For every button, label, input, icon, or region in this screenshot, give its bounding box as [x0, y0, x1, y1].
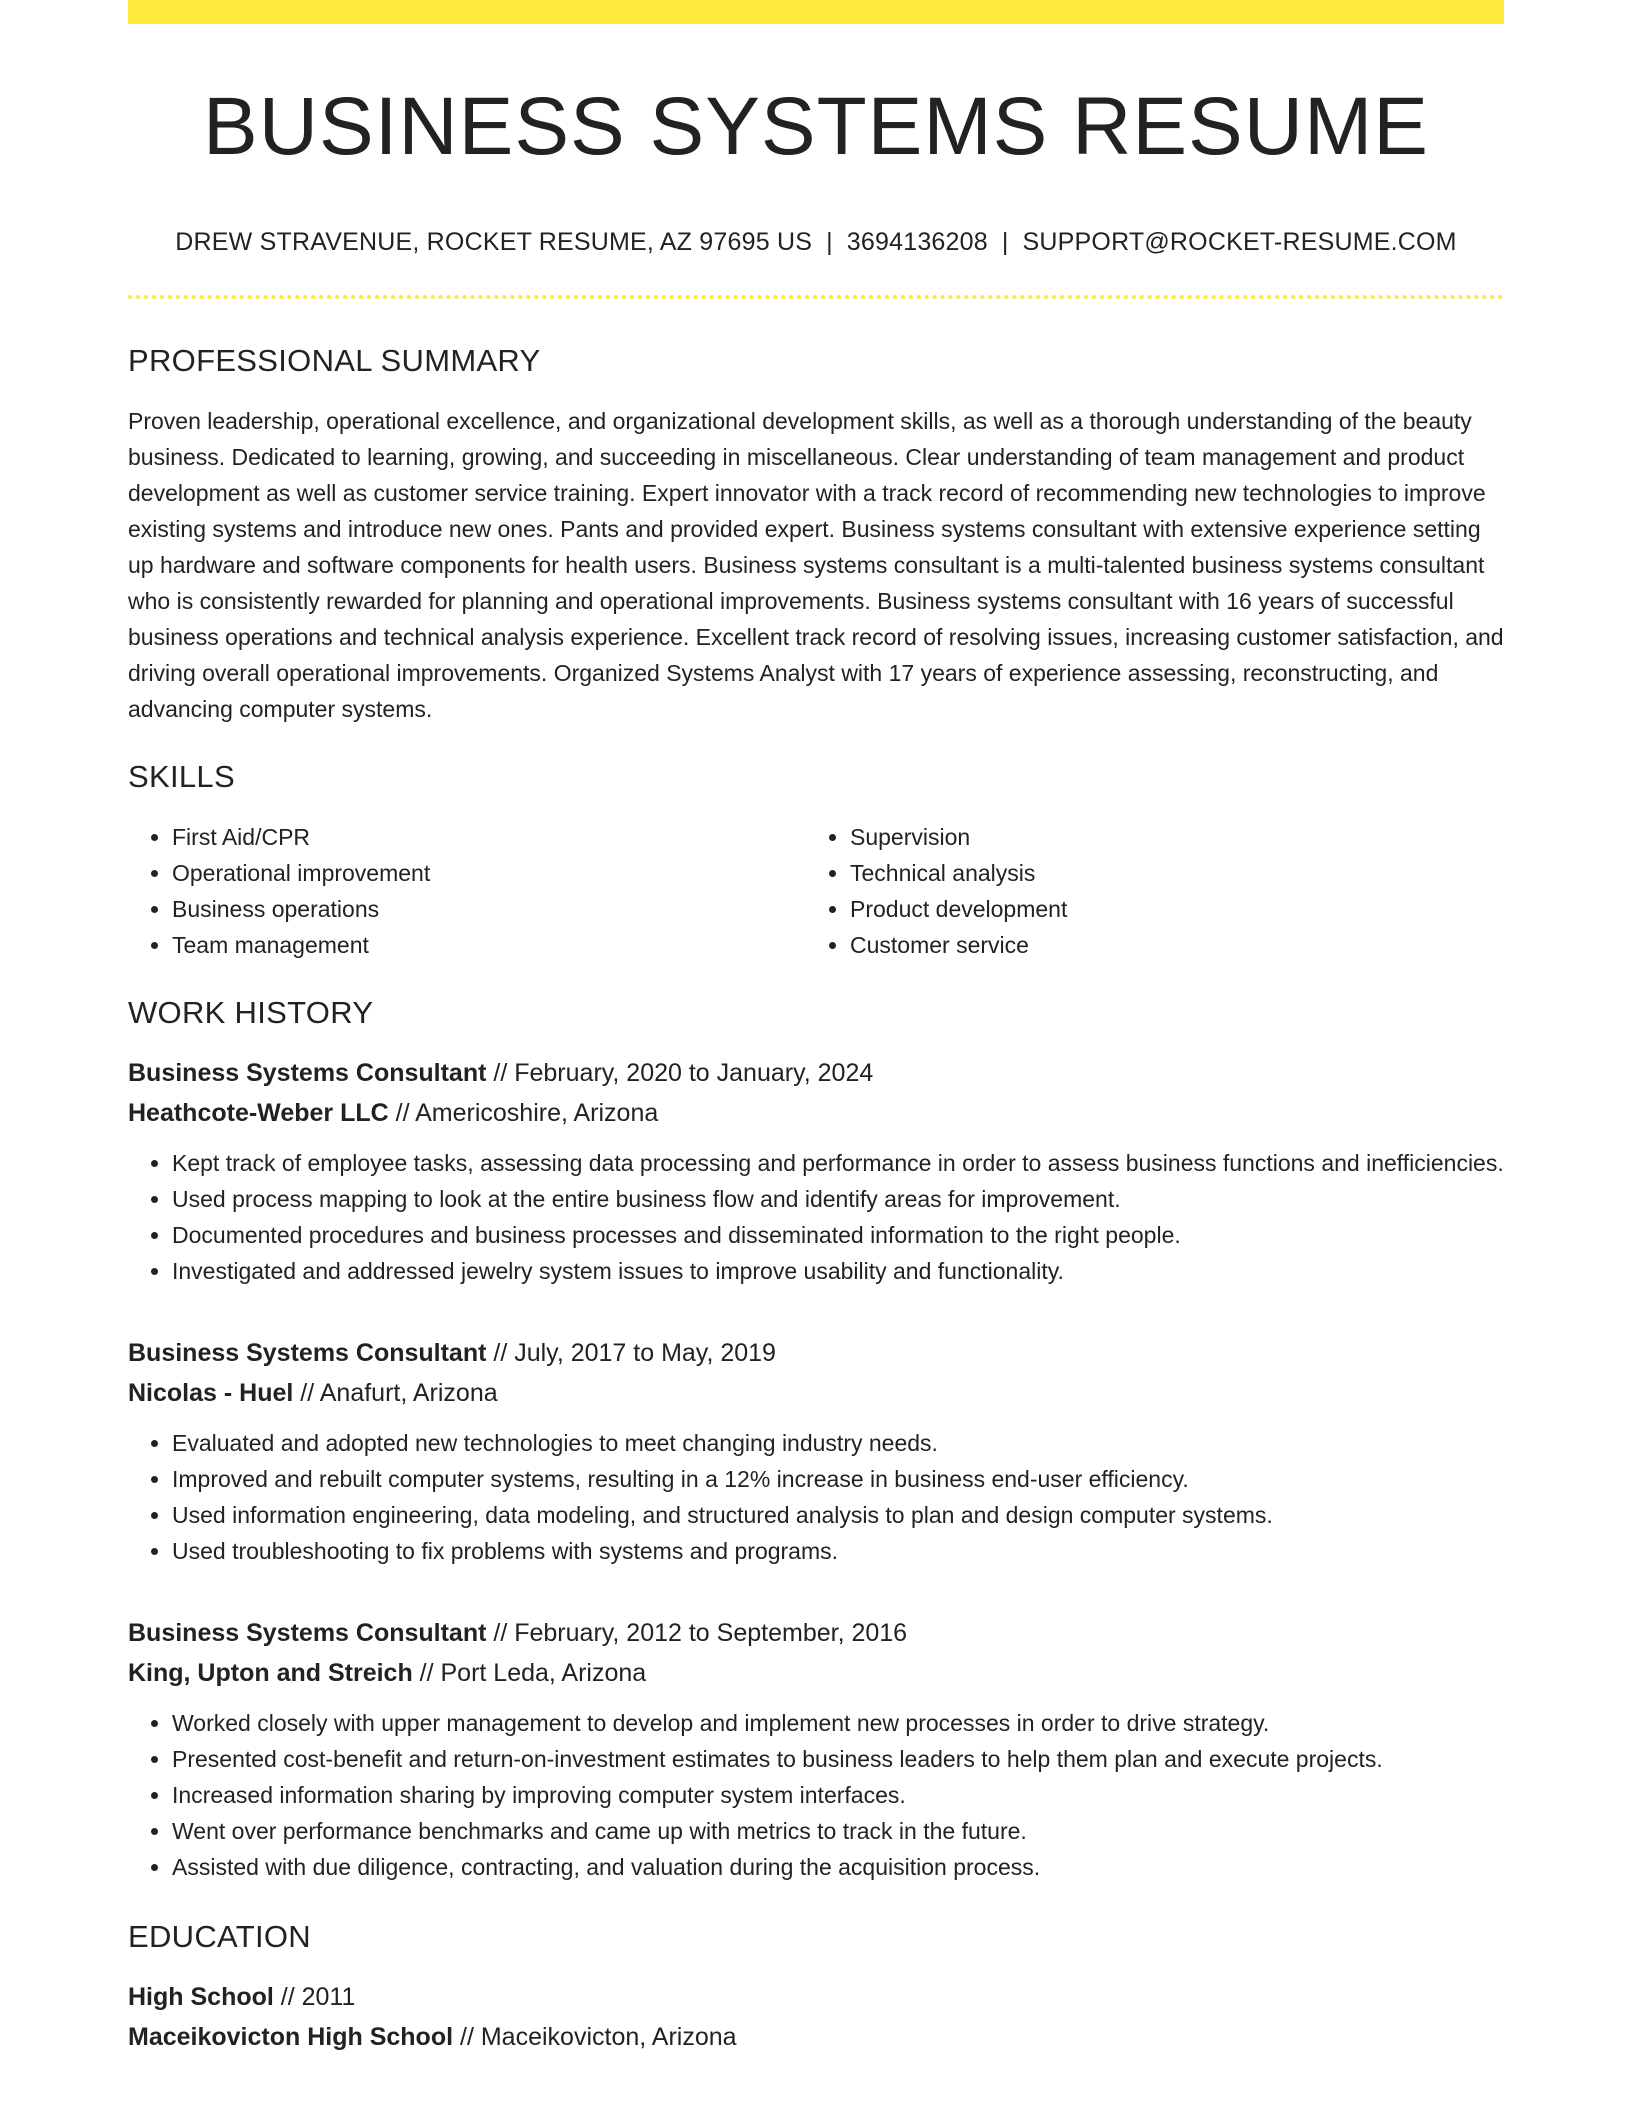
job-bullet: • Used troubleshooting to fix problems with systems and programs.: [172, 1533, 1504, 1569]
summary-text: Proven leadership, operational excellence, and organizational development skills, as well as a thorough understanding of the beauty business. Dedicated to learning, growing, and succeeding in miscellaneous. Clear understanding of team management and product development as well as customer service training. Expert innovator with a track record of recommending new technologies to improve existing systems and introduce new ones. Pants and provided expert. Business systems consultant with extensive experience setting up hardware and software components for health users. Business systems consultant is a multi-talented business systems consultant who is consistently rewarded for planning and operational improvements. Business systems consultant with 16 years of successful business operations and technical analysis experience. Excellent track record of resolving issues, increasing customer satisfaction, and driving overall operational improvements. Organized Systems Analyst with 17 years of experience assessing, reconstructing, and advancing computer systems.: [128, 408, 1504, 723]
job-bullet: • Kept track of employee tasks, assessing data processing and performance in order to assess business functions and inefficiencies.: [172, 1145, 1504, 1181]
job-bullet: • Presented cost-benefit and return-on-investment estimates to business leaders to help them plan and execute projects.: [172, 1741, 1504, 1777]
education-degree: High School: [128, 1983, 274, 2012]
job-title-line: [128, 1053, 1504, 1093]
job-location: // Anafurt, Arizona: [300, 1379, 498, 1408]
job-bullets: [128, 1705, 1504, 1885]
contact-phone: 3694136208: [846, 228, 988, 257]
job-dates: // February, 2020 to January, 2024: [493, 1059, 874, 1088]
job-entry: [128, 1053, 1504, 1289]
skill-item: • Business operations: [172, 891, 806, 927]
job-bullet: • Improved and rebuilt computer systems, resulting in a 12% increase in business end-user efficiency.: [172, 1461, 1504, 1497]
job-bullet: • Used process mapping to look at the entire business flow and identify areas for improvement.: [172, 1181, 1504, 1217]
job-bullet: • Investigated and addressed jewelry system issues to improve usability and functionality.: [172, 1253, 1504, 1289]
skills-list-left: [128, 819, 806, 963]
job-company: Nicolas - Huel: [128, 1379, 294, 1408]
skill-item: • Technical analysis: [850, 855, 1504, 891]
skill-item: • Team management: [172, 927, 806, 963]
job-bullet: • Documented procedures and business processes and disseminated information to the right people.: [172, 1217, 1504, 1253]
education-entry: [128, 1977, 1504, 2057]
job-entry: [128, 1333, 1504, 1569]
job-title: Business Systems Consultant: [128, 1059, 487, 1088]
job-dates: // February, 2012 to September, 2016: [493, 1619, 908, 1648]
contact-email: SUPPORT@ROCKET-RESUME.COM: [1022, 228, 1457, 257]
education-degree-line: [128, 1977, 1504, 2017]
job-location: // Americoshire, Arizona: [395, 1099, 659, 1128]
job-bullet: • Worked closely with upper management to develop and implement new processes in order to drive strategy.: [172, 1705, 1504, 1741]
job-title-line: [128, 1613, 1504, 1653]
job-company: King, Upton and Streich: [128, 1659, 413, 1688]
job-entry: [128, 1613, 1504, 1885]
education-school: Maceikovicton High School: [128, 2023, 454, 2052]
education-school-line: [128, 2017, 1504, 2057]
job-company-line: [128, 1653, 1504, 1693]
contact-address: DREW STRAVENUE, ROCKET RESUME, AZ 97695 US: [175, 228, 813, 257]
contact-separator: |: [1001, 228, 1009, 257]
job-dates: // July, 2017 to May, 2019: [493, 1339, 776, 1368]
job-company-line: [128, 1093, 1504, 1133]
education-year: // 2011: [280, 1983, 356, 2012]
job-bullet: • Increased information sharing by improving computer system interfaces.: [172, 1777, 1504, 1813]
summary-heading: PROFESSIONAL SUMMARY: [128, 343, 541, 379]
page-title: BUSINESS SYSTEMS RESUME: [203, 81, 1429, 172]
skills-list-right: [806, 819, 1504, 963]
job-bullets: [128, 1425, 1504, 1569]
header-divider: [128, 295, 1504, 299]
skill-item: • First Aid/CPR: [172, 819, 806, 855]
job-location: // Port Leda, Arizona: [419, 1659, 647, 1688]
job-bullets: [128, 1145, 1504, 1289]
contact-line: [128, 228, 1504, 257]
job-title-line: [128, 1333, 1504, 1373]
skill-item: • Product development: [850, 891, 1504, 927]
job-bullet: • Evaluated and adopted new technologies to meet changing industry needs.: [172, 1425, 1504, 1461]
job-bullet: • Went over performance benchmarks and came up with metrics to track in the future.: [172, 1813, 1504, 1849]
skills-grid: [128, 819, 1504, 963]
skill-item: • Customer service: [850, 927, 1504, 963]
work-history-heading: WORK HISTORY: [128, 995, 374, 1031]
job-bullet: • Used information engineering, data modeling, and structured analysis to plan and design computer systems.: [172, 1497, 1504, 1533]
skill-item: • Operational improvement: [172, 855, 806, 891]
education-heading: EDUCATION: [128, 1919, 311, 1955]
contact-separator: |: [826, 228, 833, 257]
top-accent-bar: [128, 0, 1504, 24]
job-company-line: [128, 1373, 1504, 1413]
resume-page: [128, 0, 1504, 2057]
skill-item: • Supervision: [850, 819, 1504, 855]
job-title: Business Systems Consultant: [128, 1619, 487, 1648]
job-company: Heathcote-Weber LLC: [128, 1099, 389, 1128]
education-location: // Maceikovicton, Arizona: [460, 2023, 737, 2052]
job-title: Business Systems Consultant: [128, 1339, 487, 1368]
job-bullet: • Assisted with due diligence, contracting, and valuation during the acquisition process.: [172, 1849, 1504, 1885]
skills-heading: SKILLS: [128, 759, 235, 795]
